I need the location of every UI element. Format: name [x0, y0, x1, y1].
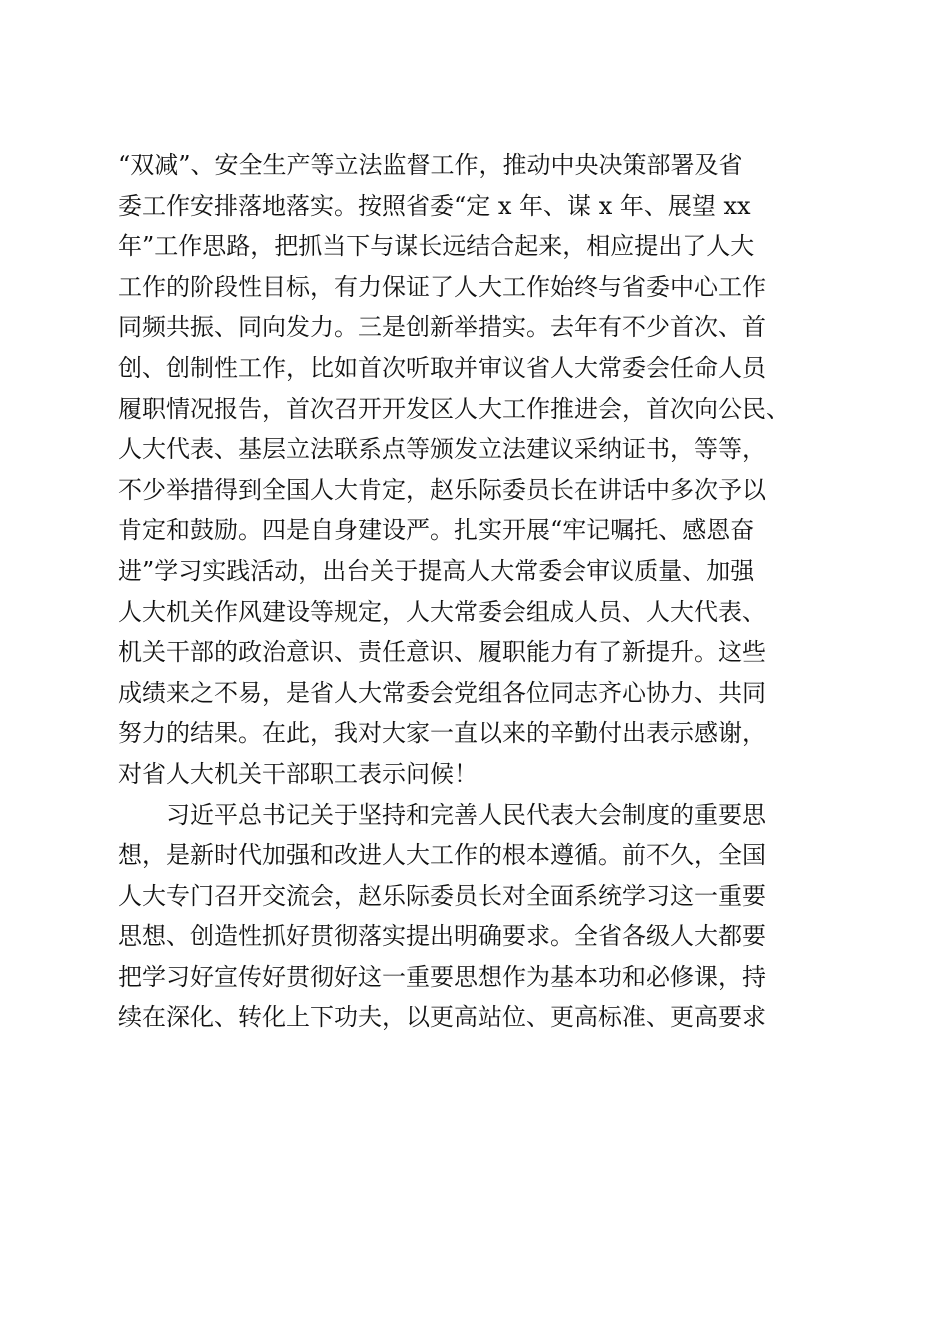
text-line: 成绩来之不易，是省人大常委会党组各位同志齐心协力、共同: [118, 678, 766, 707]
text-line: 同频共振、同向发力。三是创新举措实。去年有不少首次、首: [118, 313, 766, 342]
text-line: 努力的结果。在此，我对大家一直以来的辛勤付出表示感谢，: [118, 719, 766, 748]
text-line: 履职情况报告，首次召开开发区人大工作推进会，首次向公民、: [118, 394, 790, 423]
text-line: 思想、创造性抓好贯彻落实提出明确要求。全省各级人大都要: [118, 922, 766, 951]
text-line: “双减”、安全生产等立法监督工作，推动中央决策部署及省: [118, 151, 743, 179]
text-line: 肯定和鼓励。四是自身建设严。扎实开展“牢记嘱托、感恩奋: [118, 516, 755, 545]
text-line: 人大机关作风建设等规定，人大常委会组成人员、人大代表、: [118, 597, 766, 626]
paragraph-1: [118, 145, 833, 795]
text-line: 续在深化、转化上下功夫，以更高站位、更高标准、更高要求: [118, 1003, 766, 1032]
text-line: 习近平总书记关于坚持和完善人民代表大会制度的重要思: [166, 800, 766, 829]
text-line: 不少举措得到全国人大肯定，赵乐际委员长在讲话中多次予以: [118, 475, 766, 504]
text-line: 人大专门召开交流会，赵乐际委员长对全面系统学习这一重要: [118, 881, 766, 910]
text-line: 人大代表、基层立法联系点等颁发立法建议采纳证书，等等，: [118, 435, 766, 464]
text-line: 机关干部的政治意识、责任意识、履职能力有了新提升。这些: [118, 638, 766, 667]
text-line: 创、创制性工作，比如首次听取并审议省人大常委会任命人员: [118, 353, 766, 382]
document-body: [118, 145, 833, 1038]
text-line: 对省人大机关干部职工表示问候！: [118, 759, 478, 788]
text-line: 把学习好宣传好贯彻好这一重要思想作为基本功和必修课，持: [118, 962, 766, 991]
text-line: 工作的阶段性目标，有力保证了人大工作始终与省委中心工作: [118, 272, 766, 301]
text-line: 委工作安排落地落实。按照省委“定 x 年、谋 x 年、展望 xx: [118, 191, 751, 220]
text-line: 想，是新时代加强和改进人大工作的根本遵循。前不久，全国: [118, 841, 766, 870]
paragraph-2: [118, 795, 833, 1039]
text-line: 年”工作思路，把抓当下与谋长远结合起来，相应提出了人大: [118, 232, 755, 261]
text-line: 进”学习实践活动，出台关于提高人大常委会审议质量、加强: [118, 556, 755, 585]
